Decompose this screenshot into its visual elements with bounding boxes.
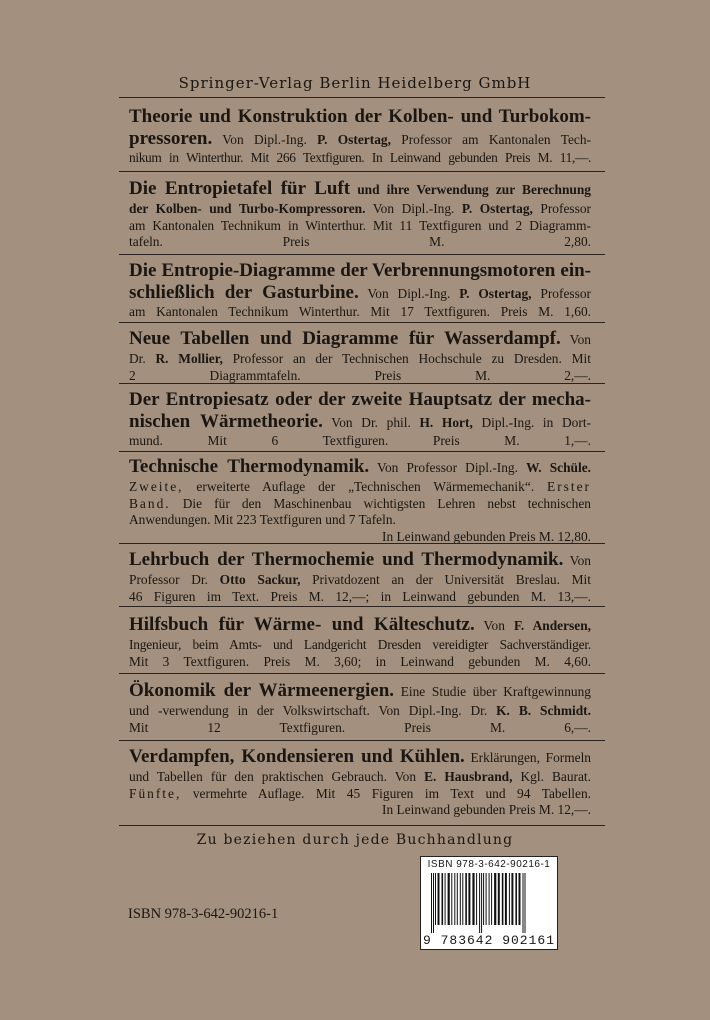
book-entry-entropiesatz xyxy=(129,389,591,450)
divider xyxy=(119,606,605,607)
barcode-isbn-label: ISBN 978-3-642-90216-1 xyxy=(427,859,551,870)
entry-line: mund. Mit 6 Textfiguren. Preis M. 1,—. xyxy=(129,433,591,448)
footer-note: Zu beziehen durch jede Buchhandlung xyxy=(196,832,514,848)
publisher-name: Springer-Verlag Berlin Heidelberg GmbH xyxy=(178,74,532,92)
entry-line: Dr. R. Mollier, Professor an der Technischen Hochschule zu Dresden. Mit xyxy=(129,351,591,366)
divider xyxy=(119,322,605,323)
book-entry-wasserdampf xyxy=(129,328,591,384)
entry-line: nischen Wärmetheorie. Von Dr. phil. H. Hort, Dipl.-Ing. in Dort- xyxy=(129,411,591,432)
isbn-text: ISBN 978-3-642-90216-1 xyxy=(128,906,279,922)
entry-title: Die Entropie-Diagramme der Verbrennungsmotoren ein- xyxy=(129,260,591,281)
divider xyxy=(119,825,605,826)
price: Preis M. 3,60; in Leinwand gebunden M. 4,60. xyxy=(263,653,591,669)
entry-line: Professor Dr. Otto Sackur, Privatdozent an der Universität Breslau. Mit xyxy=(129,572,591,587)
entry-line: Fünfte, vermehrte Auflage. Mit 45 Figuren im Text und 94 Tabellen. xyxy=(129,785,591,801)
entry-line: und Tabellen für den praktischen Gebrauch. Von E. Hausbrand, Kgl. Baurat. xyxy=(129,769,592,784)
entry-line: und -verwendung in der Volkswirtschaft. Von Dipl.-Ing. Dr. K. B. Schmidt. xyxy=(129,703,591,718)
divider xyxy=(119,543,605,544)
entry-line: schließlich der Gasturbine. Von Dipl.-Ing. P. Ostertag, Professor xyxy=(129,282,591,303)
entry-title: Ökonomik der Wärmeenergien. Eine Studie über Kraftgewinnung xyxy=(129,680,591,701)
book-entry-entropie-diagramme xyxy=(129,260,591,321)
price: In Leinwand gebunden Preis M. 12,—. xyxy=(381,802,591,817)
entry-line: Mit 12 Textfiguren. Preis M. 6,—. xyxy=(129,719,591,735)
entry-title: Die Entropietafel für Luft und ihre Verwendung zur Berechnung xyxy=(129,178,591,199)
book-entry-kompressoren xyxy=(129,106,591,167)
entry-line: am Kantonalen Technikum Winterthur. Mit 17 Textfiguren. Preis M. 1,60. xyxy=(129,304,591,319)
divider xyxy=(119,254,605,255)
barcode-bars xyxy=(429,873,549,933)
price: Preis M. 1,—. xyxy=(432,433,591,448)
isbn-barcode xyxy=(420,856,558,950)
entry-line: Band. Die für den Maschinenbau wichtigsten Lehren nebst technischen xyxy=(129,495,591,511)
entry-title: Der Entropiesatz oder der zweite Hauptsatz der mecha- xyxy=(129,389,591,410)
entry-line: Anwendungen. Mit 223 Textfiguren und 7 Tafeln. xyxy=(129,512,396,527)
price: Preis M. 2,—. xyxy=(374,367,591,383)
book-entry-verdampfen xyxy=(129,746,591,819)
entry-line: Mit 3 Textfiguren. Preis M. 3,60; in Leinwand gebunden M. 4,60. xyxy=(129,653,591,669)
entry-line: der Kolben- und Turbo-Kompressoren. Von Dipl.-Ing. P. Ostertag, Professor xyxy=(129,201,591,216)
entry-title: Verdampfen, Kondensieren und Kühlen. Erklärungen, Formeln xyxy=(129,746,591,767)
entry-title: Technische Thermodynamik. Von Professor Dipl.-Ing. W. Schüle. xyxy=(129,456,592,477)
divider xyxy=(119,171,605,172)
divider xyxy=(119,451,605,452)
price: Preis M. 2,80. xyxy=(282,234,591,249)
entry-line: pressoren. Von Dipl.-Ing. P. Ostertag, Professor am Kantonalen Tech- xyxy=(129,128,591,149)
entry-line: Ingenieur, beim Amts- und Landgericht Dresden vereidigter Sachverständiger. xyxy=(129,637,591,652)
barcode-digits: 9 783642 902161 xyxy=(422,933,556,948)
divider xyxy=(119,673,605,674)
entry-line: Zweite, erweiterte Auflage der „Technischen Wärmemechanik“. Erster xyxy=(129,479,591,494)
entry-title: Theorie und Konstruktion der Kolben- und Turbokom- xyxy=(129,106,591,127)
divider xyxy=(119,383,605,384)
entry-line: am Kantonalen Technikum in Winterthur. Mit 11 Textfiguren und 2 Diagramm- xyxy=(129,217,591,233)
price: Preis M. 12,—; in Leinwand gebunden M. 13,—. xyxy=(270,588,591,604)
book-entry-entropietafel xyxy=(129,178,591,251)
entry-line: 2 Diagrammtafeln. Preis M. 2,—. xyxy=(129,367,591,383)
entry-title: Hilfsbuch für Wärme- und Kälteschutz. Von F. Andersen, xyxy=(129,614,591,635)
price: In Leinwand gebunden Preis M. 12,80. xyxy=(381,528,591,544)
book-entry-waermeschutz xyxy=(129,614,591,670)
book-entry-technische-thermodynamik xyxy=(129,456,591,545)
entry-line: tafeln. Preis M. 2,80. xyxy=(129,234,591,249)
price: Preis M. 6,—. xyxy=(404,719,591,735)
entry-title: Neue Tabellen und Diagramme für Wasserdampf. Von xyxy=(129,328,591,349)
book-entry-oekonomik xyxy=(129,680,591,736)
entry-line: 46 Figuren im Text. Preis M. 12,—; in Leinwand gebunden M. 13,—. xyxy=(129,588,591,604)
book-entry-thermochemie xyxy=(129,549,591,605)
entry-title: Lehrbuch der Thermochemie und Thermodynamik. Von xyxy=(129,549,591,570)
divider xyxy=(119,740,605,741)
entry-line: nikum in Winterthur. Mit 266 Textfiguren. In Leinwand gebunden Preis M. 11,—. xyxy=(129,150,591,165)
divider xyxy=(119,97,605,98)
